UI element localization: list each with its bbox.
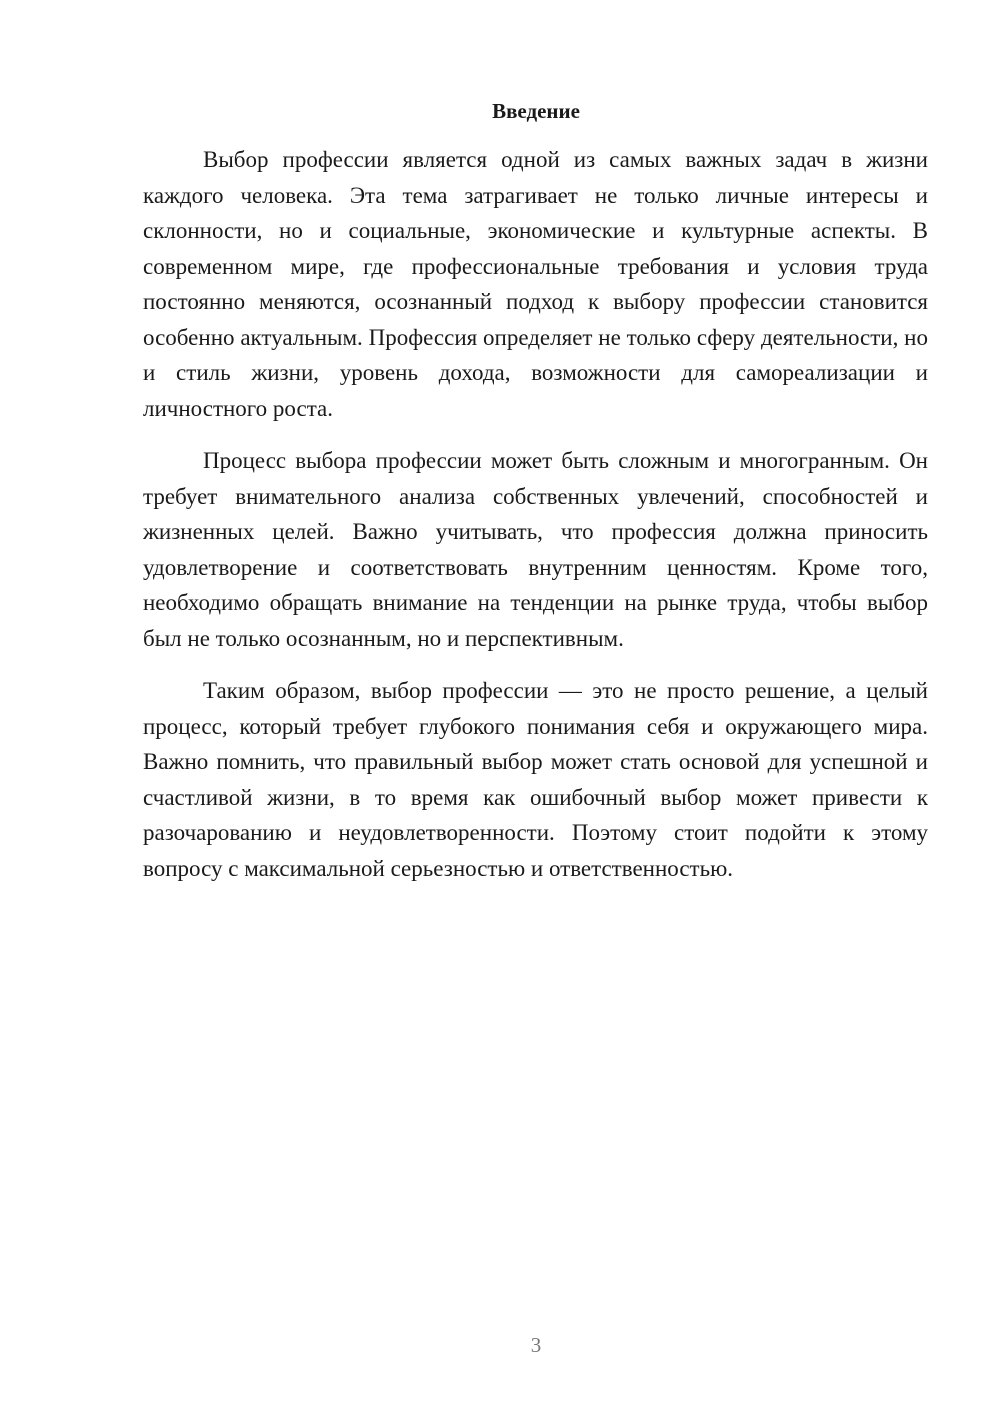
paragraph-1: Выбор профессии является одной из самых важных задач в жизни каждого человека. Эта тема затрагивает не только личные интересы и склонности, но и социальные, экономические и культурные аспекты. В современном мире, где профессиональные требования и условия труда постоянно меняются, осознанный подход к выбору профессии становится особенно актуальным. Профессия определяет не только сферу деятельности, но и стиль жизни, уровень дохода, возможности для самореализации и личностного роста. bbox=[143, 147, 928, 421]
document-body bbox=[143, 142, 928, 903]
paragraph-2: Процесс выбора профессии может быть сложным и многогранным. Он требует внимательного анализа собственных увлечений, способностей и жизненных целей. Важно учитывать, что профессия должна приносить удовлетворение и соответствовать внутренним ценностям. Кроме того, необходимо обращать внимание на тенденции на рынке труда, чтобы выбор был не только осознанным, но и перспективным. bbox=[143, 448, 928, 651]
page-number: 3 bbox=[530, 1333, 542, 1357]
page-title: Введение bbox=[492, 99, 580, 123]
paragraph-3: Таким образом, выбор профессии — это не просто решение, а целый процесс, который требует глубокого понимания себя и окружающего мира. Важно помнить, что правильный выбор может стать основой для успешной и счастливой жизни, в то время как ошибочный выбор может привести к разочарованию и неудовлетворенности. Поэтому стоит подойти к этому вопросу с максимальной серьезностью и ответственностью. bbox=[143, 678, 928, 881]
